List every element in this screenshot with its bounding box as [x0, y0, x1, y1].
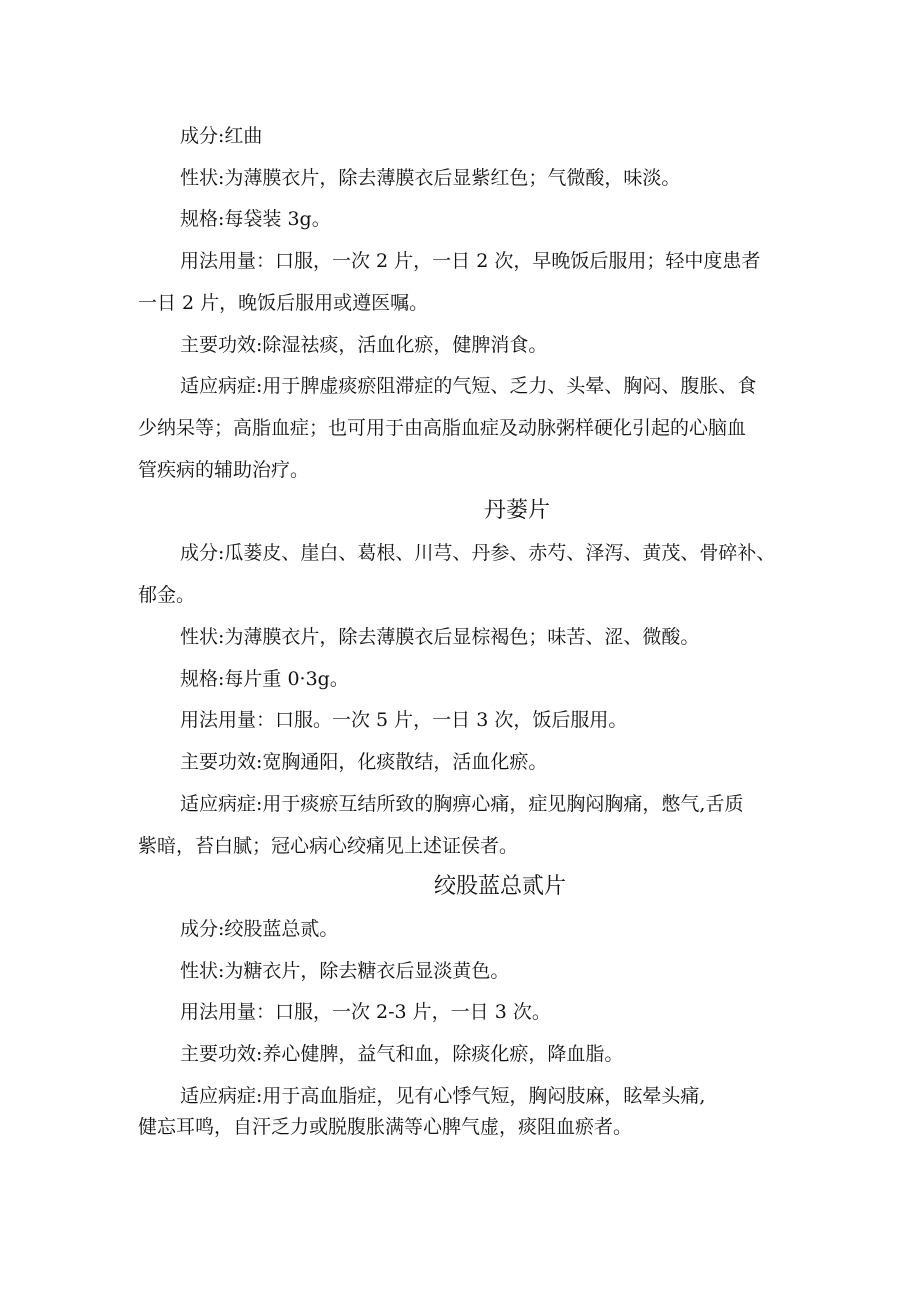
s3-efficacy: 主要功效:养心健脾，益气和血，除痰化瘀，降血脂。 — [180, 1043, 624, 1065]
s1-efficacy: 主要功效:除湿祛痰，活血化瘀，健脾消食。 — [180, 334, 548, 356]
s3-ingredients: 成分:绞股蓝总贰。 — [180, 918, 339, 940]
s2-dosage: 用法用量：口服。一次 5 片，一日 3 次，饭后服用。 — [180, 709, 628, 731]
s1-indications-line3: 管疾病的辅助治疗。 — [138, 459, 310, 481]
s3-dosage: 用法用量：口服，一次 2-3 片，一日 3 次。 — [180, 1001, 551, 1023]
s1-indications-line2: 少纳呆等；高脂血症；也可用于由高脂血症及动脉粥样硬化引起的心脑血 — [138, 417, 747, 439]
s1-specification: 规格:每袋装 3g。 — [180, 208, 331, 230]
s2-indications-line1: 适应病症:用于痰瘀互结所致的胸痹心痛，症见胸闷胸痛，憋气,舌质 — [180, 793, 744, 815]
s2-specification: 规格:每片重 0·3g。 — [180, 668, 349, 690]
s1-ingredients: 成分:红曲 — [180, 125, 263, 147]
s3-properties: 性状:为糖衣片，除去糖衣后显淡黄色。 — [180, 960, 510, 982]
s2-efficacy: 主要功效:宽胸通阳，化痰散结，活血化瘀。 — [180, 751, 548, 773]
s1-indications-line1: 适应病症:用于脾虚痰瘀阻滞症的气短、乏力、头晕、胸闷、腹胀、食 — [180, 375, 757, 397]
section-title-danlou: 丹蒌片 — [483, 498, 550, 523]
s3-indications-line2: 健忘耳鸣，自汗乏力或脱腹胀满等心脾气虚，痰阻血瘀者。 — [138, 1116, 633, 1138]
s2-ingredients-line2: 郁金。 — [138, 584, 196, 606]
s1-dosage-line1: 用法用量：口服，一次 2 片，一日 2 次，早晚饭后服用；轻中度患者 — [180, 250, 761, 272]
s2-properties: 性状:为薄膜衣片，除去薄膜衣后显棕褐色；味苦、涩、微酸。 — [180, 626, 700, 648]
section-title-jiaogulan: 绞股蓝总贰片 — [433, 874, 566, 899]
s1-dosage-line2: 一日 2 片，晚饭后服用或遵医嘱。 — [138, 292, 429, 314]
s1-properties: 性状:为薄膜衣片，除去薄膜衣后显紫红色；气微酸，味淡。 — [180, 167, 681, 189]
s3-indications-line1: 适应病症:用于高血脂症，见有心悸气短，胸闷肢麻，眩晕头痛, — [180, 1085, 706, 1107]
s2-indications-line2: 紫暗，苔白腻；冠心病心绞痛见上述证侯者。 — [138, 835, 519, 857]
s2-ingredients-line1: 成分:瓜蒌皮、崖白、葛根、川芎、丹参、赤芍、泽泻、黄茂、骨碎补、 — [180, 542, 776, 564]
